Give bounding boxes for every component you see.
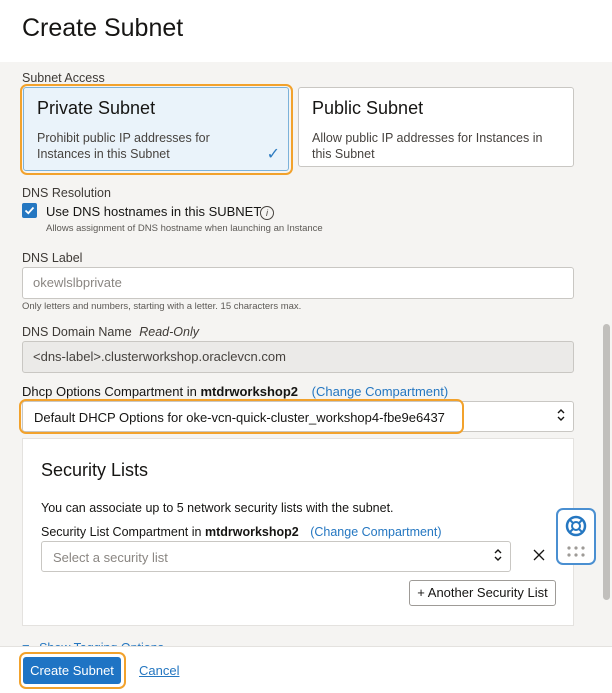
dns-domain-value: <dns-label>.clusterworkshop.oraclevcn.com <box>33 349 286 364</box>
security-list-change-compartment-link[interactable]: (Change Compartment) <box>310 525 442 539</box>
dns-resolution-label: DNS Resolution <box>22 186 111 200</box>
public-subnet-desc: Allow public IP addresses for Instances in this Subnet <box>312 131 543 161</box>
public-subnet-title: Public Subnet <box>312 98 424 118</box>
panel-header <box>0 0 612 62</box>
security-list-compartment-prefix: Security List Compartment in <box>41 525 202 539</box>
form-scroll-area[interactable] <box>0 62 612 646</box>
page-title: Create Subnet <box>22 14 184 42</box>
dns-hostnames-hint: Allows assignment of DNS hostname when launching an Instance <box>46 223 323 234</box>
dns-domain-label-text: DNS Domain Name <box>22 325 132 339</box>
dns-label-hint: Only letters and numbers, starting with a letter. 15 characters max. <box>22 301 302 312</box>
dns-domain-field <box>22 341 574 373</box>
dns-hostnames-checkbox[interactable] <box>22 203 37 218</box>
lifebuoy-icon <box>565 515 587 537</box>
security-lists-panel <box>22 438 574 626</box>
info-icon[interactable]: i <box>260 206 274 220</box>
dhcp-change-compartment-link[interactable]: (Change Compartment) <box>311 384 449 399</box>
security-list-compartment-name: mtdrworkshop2 <box>204 525 299 539</box>
security-lists-desc: You can associate up to 5 network security lists with the subnet. <box>41 501 394 515</box>
private-subnet-title: Private Subnet <box>37 98 156 118</box>
dhcp-label-prefix: Dhcp Options Compartment in <box>22 384 197 399</box>
chevron-updown-icon <box>493 548 503 562</box>
dhcp-options-select[interactable] <box>22 401 574 432</box>
dhcp-label <box>22 384 448 399</box>
checkmark-icon: ✓ <box>266 146 280 163</box>
security-list-placeholder: Select a security list <box>53 550 168 565</box>
check-icon <box>24 205 35 216</box>
close-icon[interactable] <box>533 549 545 561</box>
public-subnet-option[interactable] <box>298 87 574 167</box>
dns-label-value: okewlslbprivate <box>33 275 122 290</box>
help-widget[interactable] <box>556 508 596 565</box>
dns-hostnames-label: Use DNS hostnames in this SUBNET <box>46 204 262 219</box>
dhcp-compartment-name: mtdrworkshop2 <box>200 384 298 399</box>
private-subnet-option[interactable] <box>23 87 289 171</box>
add-security-list-button[interactable]: + Another Security List <box>409 580 556 606</box>
security-lists-title: Security Lists <box>41 460 149 480</box>
panel-footer <box>0 646 612 693</box>
private-subnet-desc: Prohibit public IP addresses for Instances in this Subnet <box>37 131 210 161</box>
grid-dots-icon <box>566 545 586 558</box>
dns-label-label: DNS Label <box>22 251 83 265</box>
readonly-tag: Read-Only <box>139 325 199 339</box>
dhcp-selected-value: Default DHCP Options for oke-vcn-quick-cluster_workshop4-fbe9e6437 <box>34 410 445 425</box>
subnet-access-label: Subnet Access <box>22 71 105 85</box>
chevron-updown-icon <box>556 408 566 422</box>
dns-domain-label <box>22 325 199 339</box>
security-list-select[interactable] <box>41 541 511 572</box>
dns-label-input[interactable] <box>22 267 574 299</box>
create-subnet-button[interactable]: Create Subnet <box>23 657 121 684</box>
security-list-compartment-label <box>41 525 442 539</box>
cancel-link[interactable]: Cancel <box>139 663 180 678</box>
scrollbar[interactable] <box>603 324 610 600</box>
